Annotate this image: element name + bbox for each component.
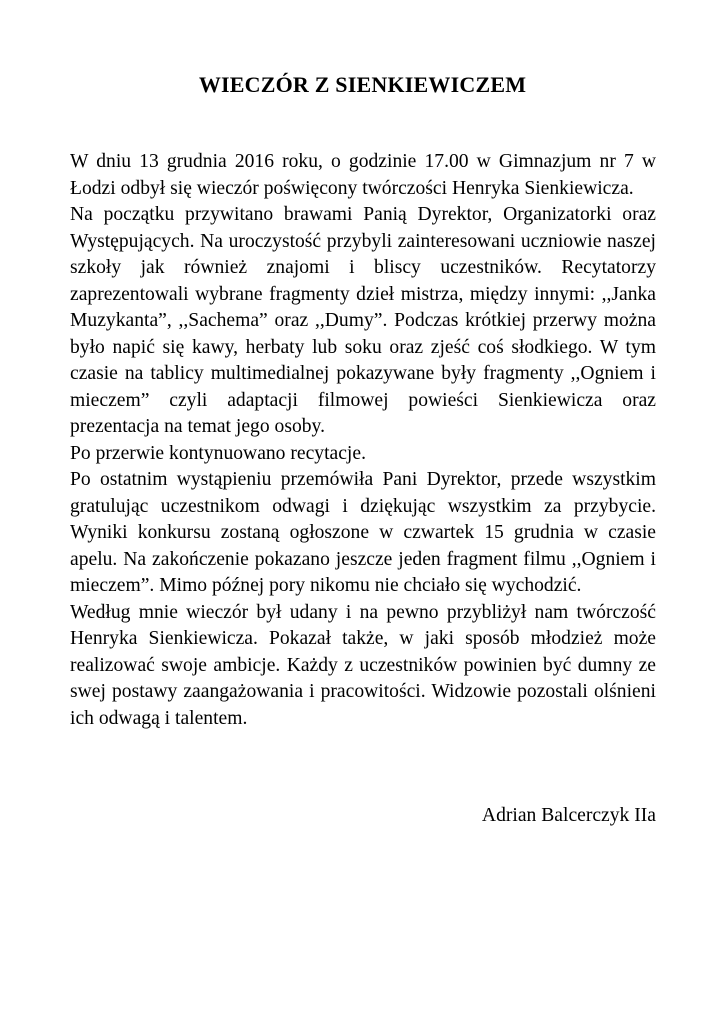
paragraph-after-break: Po przerwie kontynuowano recytacje. xyxy=(70,442,366,464)
paragraph-closing-speech: Po ostatnim wystąpieniu przemówiła Pani Dyrektor, przede wszystkim gratulując uczestnikom odwagi i dziękując wszystkim za przybycie. Wyniki konkursu zostaną ogłoszone w czwartek 15 grudnia w czasie apelu. Na zakończenie pokazano jeszcze jeden fragment filmu ,,Ogniem i mieczem”. Mimo późnej pory nikomu nie chciało się wychodzić. xyxy=(70,469,656,596)
paragraph-opinion: Według mnie wieczór był udany i na pewno przybliżył nam twórczość Henryka Sienkiewicza. Pokazał także, w jaki sposób młodzież może realizować swoje ambicje. Każdy z uczestników powinien być dumny ze swej postawy zaangażowania i pracowitości. Widzowie pozostali olśnieni ich odwagą i talentem. xyxy=(70,601,656,729)
author-signature: Adrian Balcerczyk IIa xyxy=(481,805,656,826)
paragraph-intro: W dniu 13 grudnia 2016 roku, o godzinie 17.00 w Gimnazjum nr 7 w Łodzi odbył się wieczór poświęcony twórczości Henryka Sienkiewicza. xyxy=(70,151,656,199)
paragraph-beginning: Na początku przywitano brawami Panią Dyrektor, Organizatorki oraz Występujących. Na uroczystość przybyli zainteresowani uczniowie naszej szkoły jak również znajomi i bliscy uczestników. Recytatorzy zaprezentowali wybrane fragmenty dzieł mistrza, między innymi: ,,Janka Muzykanta”, ,,Sachema” oraz ,,Dumy”. Podczas krótkiej przerwy można było napić się kawy, herbaty lub soku oraz zjeść coś słodkiego. W tym czasie na tablicy multimedialnej pokazywane były fragmenty ,,Ogniem i mieczem” czyli adaptacji filmowej powieści Sienkiewicza oraz prezentacja na temat jego osoby. xyxy=(70,204,656,437)
document-title: WIECZÓR Z SIENKIEWICZEM xyxy=(198,72,527,97)
document-body xyxy=(70,149,656,732)
